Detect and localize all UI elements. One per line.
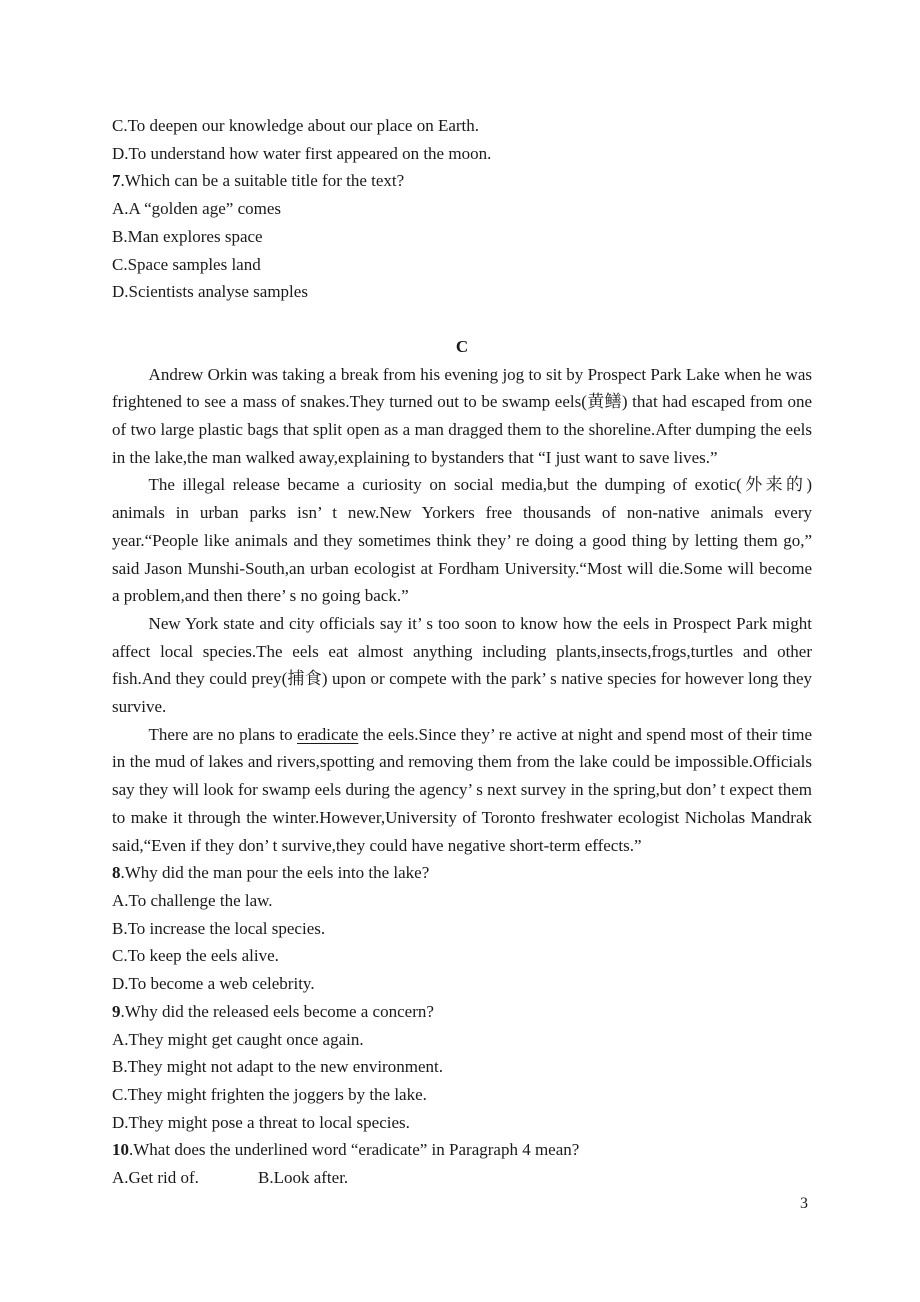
text-line — [112, 1136, 812, 1164]
text-line — [112, 195, 812, 223]
text-segment: A.Get rid of. — [112, 1168, 199, 1188]
text-segment: C.To keep the eels alive. — [112, 946, 279, 966]
text-line — [112, 859, 812, 887]
text-segment: B.Man explores space — [112, 226, 263, 246]
text-segment: the eels.Since they’ re active at night and spend most of their time in the mud of lakes and rivers,spotting and removing them from the lake could be impossible.Officials say they will look for swamp eels during the agency’ s next survey in the spring,but don’ t expect them to make it through the winter.However,University of Toronto freshwater ecologist Nicholas Mandrak said,“Even if they don’ t survive,they could have negative short-term effects.” — [112, 724, 812, 855]
text-segment: B.Look after. — [258, 1168, 349, 1188]
text-segment: .Why did the man pour the eels into the lake? — [120, 863, 430, 883]
text-segment: Andrew Orkin was taking a break from his evening jog to sit by Prospect Park Lake when he was frightened to see a mass of snakes.They turned out to be swamp eels(黄鳝) that had escaped from one of two large plastic bags that split open as a man dragged them to the shoreline.After dumping the eels in the lake,the man walked away,explaining to bystanders that “I just want to save lives.” — [112, 364, 812, 467]
text-line — [112, 167, 812, 195]
section-heading — [112, 333, 812, 361]
text-segment: D.They might pose a threat to local species. — [112, 1112, 410, 1132]
text-line — [112, 278, 812, 306]
text-segment: D.Scientists analyse samples — [112, 282, 308, 302]
text-segment: C.They might frighten the joggers by the lake. — [112, 1084, 427, 1104]
text-segment: 7 — [112, 171, 121, 191]
text-segment: C.To deepen our knowledge about our place on Earth. — [112, 116, 480, 135]
text-segment: A.They might get caught once again. — [112, 1029, 364, 1049]
paragraph — [112, 721, 812, 860]
text-segment: .Which can be a suitable title for the text? — [120, 171, 405, 191]
text-line — [112, 1164, 812, 1192]
document-body — [112, 112, 812, 1192]
paragraph — [112, 610, 812, 721]
text-segment: A.A “golden age” comes — [112, 199, 281, 219]
text-line — [112, 112, 812, 140]
text-line — [112, 1026, 812, 1054]
page-number: 3 — [800, 1195, 808, 1212]
text-segment: There are no plans to — [148, 724, 297, 744]
text-line — [112, 140, 812, 168]
text-segment: B.They might not adapt to the new environment. — [112, 1057, 443, 1077]
text-segment: C — [455, 336, 469, 356]
text-segment: D.To become a web celebrity. — [112, 974, 315, 994]
text-line — [112, 915, 812, 943]
text-segment: .What does the underlined word “eradicate” in Paragraph 4 mean? — [129, 1140, 580, 1160]
text-segment: New York state and city officials say it’ s too soon to know how the eels in Prospect Park might affect local species.The eels eat almost anything including plants,insects,frogs,turtles and other fish.And they could prey(捕食) upon or compete with the park’ s native species for however long they survive. — [112, 613, 812, 717]
text-line — [112, 942, 812, 970]
text-line — [112, 251, 812, 279]
text-segment: .Why did the released eels become a concern? — [120, 1001, 434, 1021]
text-segment: B.To increase the local species. — [112, 918, 326, 938]
text-segment: D.To understand how water first appeared on the moon. — [112, 143, 492, 163]
paragraph — [112, 471, 812, 610]
text-segment: A.To challenge the law. — [112, 890, 273, 910]
text-segment: 9 — [112, 1001, 121, 1021]
text-line — [112, 998, 812, 1026]
text-line — [112, 223, 812, 251]
text-line — [112, 1053, 812, 1081]
text-line — [112, 970, 812, 998]
text-line — [112, 1109, 812, 1137]
text-segment: 8 — [112, 863, 121, 883]
text-segment: 10 — [112, 1140, 129, 1160]
paragraph — [112, 361, 812, 472]
text-line — [112, 887, 812, 915]
underlined-word: eradicate — [296, 724, 359, 744]
text-line — [112, 1081, 812, 1109]
text-segment: C.Space samples land — [112, 254, 261, 274]
text-segment: The illegal release became a curiosity on social media,but the dumping of exotic(外来的) animals in urban parks isn’ t new.New Yorkers free thousands of non-native animals every year.“People like animals and they sometimes think they’ re doing a good thing by letting them go,” said Jason Munshi-South,an urban ecologist at Fordham University.“Most will die.Some will become a problem,and then there’ s no going back.” — [112, 475, 812, 606]
